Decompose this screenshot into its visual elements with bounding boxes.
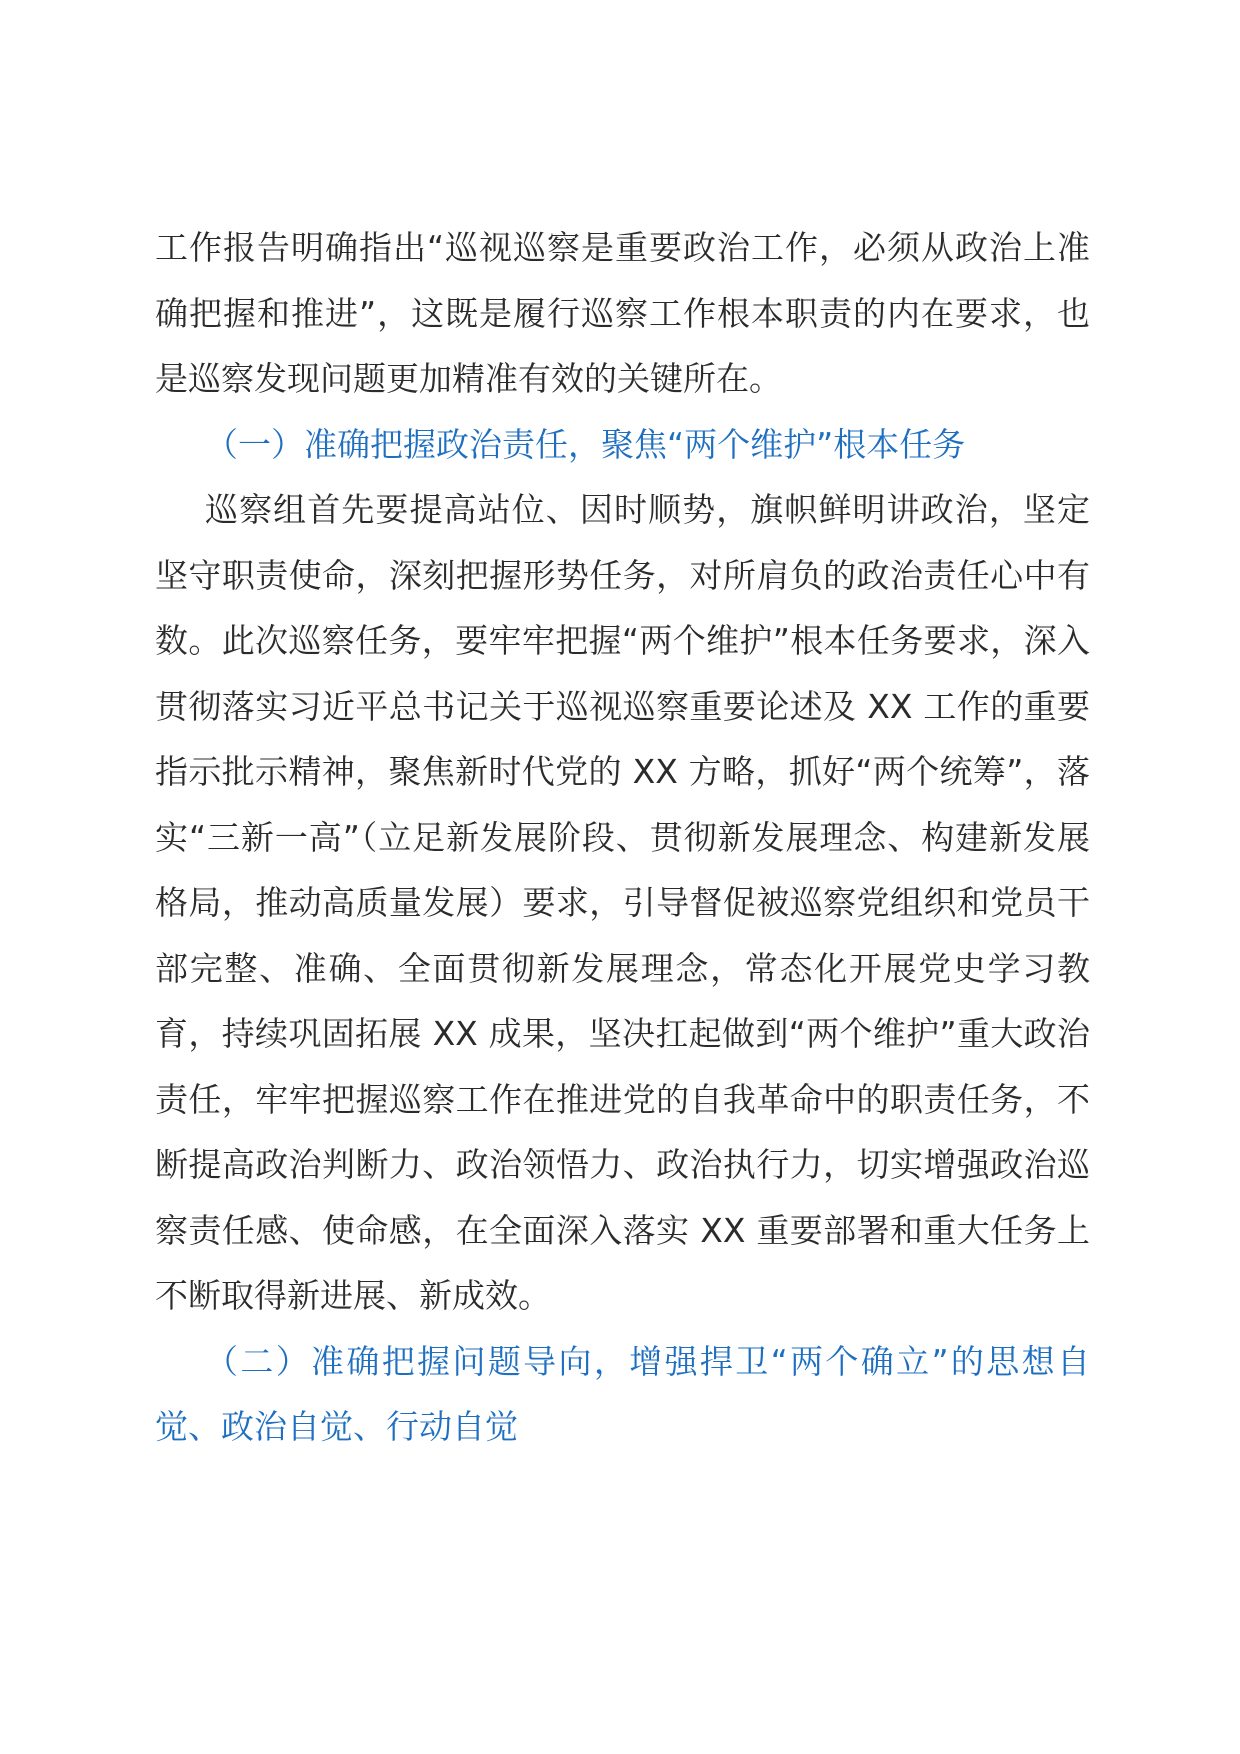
intro-paragraph: 工作报告明确指出“巡视巡察是重要政治工作，必须从政治上准确把握和推进”，这既是履行巡察工作根本职责的内在要求，也是巡察发现问题更加精准有效的关键所在。 (155, 228, 1090, 398)
section-paragraph-1: 巡察组首先要提高站位、因时顺势，旗帜鲜明讲政治，坚定坚守职责使命，深刻把握形势任务，对所肩负的政治责任心中有数。此次巡察任务，要牢牢把握“两个维护”根本任务要求，深入贯彻落实习近平总书记关于巡视巡察重要论述及 XX 工作的重要指示批示精神，聚焦新时代党的 XX 方略，抓好“两个统筹”，落实“三新一高”（立足新发展阶段、贯彻新发展理念、构建新发展格局，推动高质量发展）要求，引导督促被巡察党组织和党员干部完整、准确、全面贯彻新发展理念，常态化开展党史学习教育，持续巩固拓展 XX 成果，坚决扛起做到“两个维护”重大政治责任，牢牢把握巡察工作在推进党的自我革命中的职责任务，不断提高政治判断力、政治领悟力、政治执行力，切实增强政治巡察责任感、使命感，在全面深入落实 XX 重要部署和重大任务上不断取得新进展、新成效。 (155, 490, 1090, 1315)
document-body (155, 215, 1090, 1460)
section-heading-1: （一）准确把握政治责任，聚焦“两个维护”根本任务 (205, 424, 966, 464)
section-heading-2: （二）准确把握问题导向，增强捍卫“两个确立”的思想自觉、政治自觉、行动自觉 (155, 1341, 1090, 1446)
